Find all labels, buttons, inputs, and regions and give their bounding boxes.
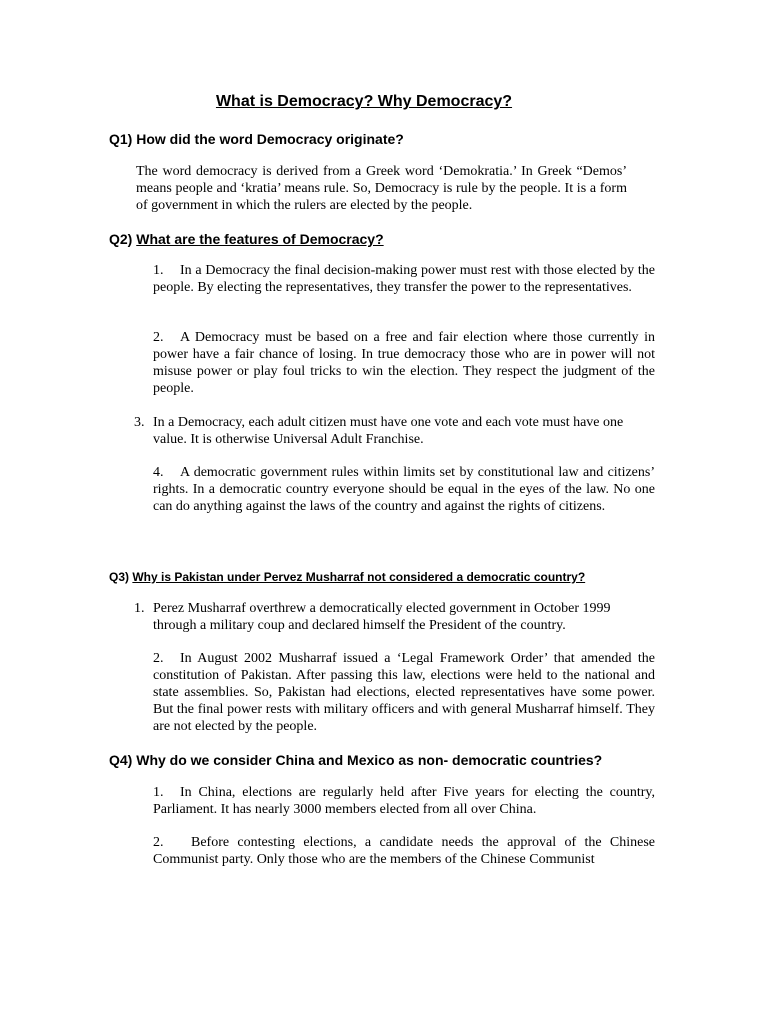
- item-text: Before contesting elections, a candidate needs the approval of the Chinese Communist party. Only those who are the members of the Chinese Communist: [153, 835, 655, 867]
- question-2-item-2: [153, 329, 655, 397]
- question-4-text: Why do we consider China and Mexico as non- democratic countries?: [136, 752, 603, 768]
- item-text: A democratic government rules within limits set by constitutional law and citizens’ rights. In a democratic country everyone should be equal in the eyes of the law. No one can do anything against the laws of the country and against the rights of citizens.: [153, 465, 655, 514]
- item-text: In a Democracy, each adult citizen must have one vote and each vote must have one value. It is otherwise Universal Adult Franchise.: [153, 415, 624, 447]
- item-number: 1.: [153, 263, 164, 278]
- question-2-text: What are the features of Democracy?: [136, 231, 384, 247]
- item-number: 3.: [134, 415, 145, 430]
- question-2-prefix: Q2): [109, 231, 133, 247]
- item-text: In China, elections are regularly held after Five years for electing the country, Parliament. It has nearly 3000 members elected from all over China.: [153, 785, 655, 817]
- document-title: What is Democracy? Why Democracy?: [215, 93, 513, 110]
- item-number: 2.: [153, 835, 164, 850]
- item-number: 1.: [153, 785, 164, 800]
- question-2-item-1: [153, 262, 655, 296]
- question-4-prefix: Q4): [109, 752, 133, 768]
- question-4-item-2: [153, 834, 655, 868]
- question-3-prefix: Q3): [109, 570, 130, 584]
- question-2-item-4: [153, 464, 655, 515]
- question-2-item-3: [134, 414, 655, 448]
- item-text: A Democracy must be based on a free and fair election where those currently in power have a fair chance of losing. In true democracy those who are in power will not misuse power or play foul tricks to win the election. They respect the judgment of the people.: [153, 330, 655, 396]
- question-4-item-1: [153, 784, 655, 818]
- question-2-heading: [109, 231, 384, 247]
- question-1-text: How did the word Democracy originate?: [136, 131, 404, 147]
- question-3-item-2: [153, 650, 655, 735]
- item-text: Perez Musharraf overthrew a democratically elected government in October 1999 through a military coup and declared himself the President of the country.: [153, 601, 611, 633]
- item-number: 2.: [153, 651, 164, 666]
- question-3-item-1: [134, 600, 655, 634]
- item-number: 2.: [153, 330, 164, 345]
- question-1-prefix: Q1): [109, 131, 133, 147]
- question-3-heading: [109, 570, 585, 584]
- item-number: 1.: [134, 601, 145, 616]
- item-text: In August 2002 Musharraf issued a ‘Legal Framework Order’ that amended the constitution of Pakistan. After passing this law, elections were held to the national and state assemblies. So, Pakistan had elections, elected representatives have some power. But the final power rests with military officers and with general Musharraf himself. They are not elected by the people.: [153, 651, 655, 734]
- item-text: In a Democracy the final decision-making power must rest with those elected by the people. By electing the representatives, they transfer the power to the representatives.: [153, 263, 655, 295]
- question-4-heading: [109, 752, 602, 768]
- question-3-text: Why is Pakistan under Pervez Musharraf not considered a democratic country?: [132, 570, 586, 584]
- item-number: 4.: [153, 465, 164, 480]
- question-1-answer: The word democracy is derived from a Greek word ‘Demokratia.’ In Greek “Demos’ means people and ‘kratia’ means rule. So, Democracy is rule by the people. It is a form of government in which the rulers are elected by the people.: [136, 164, 627, 213]
- question-1-heading: [109, 131, 404, 147]
